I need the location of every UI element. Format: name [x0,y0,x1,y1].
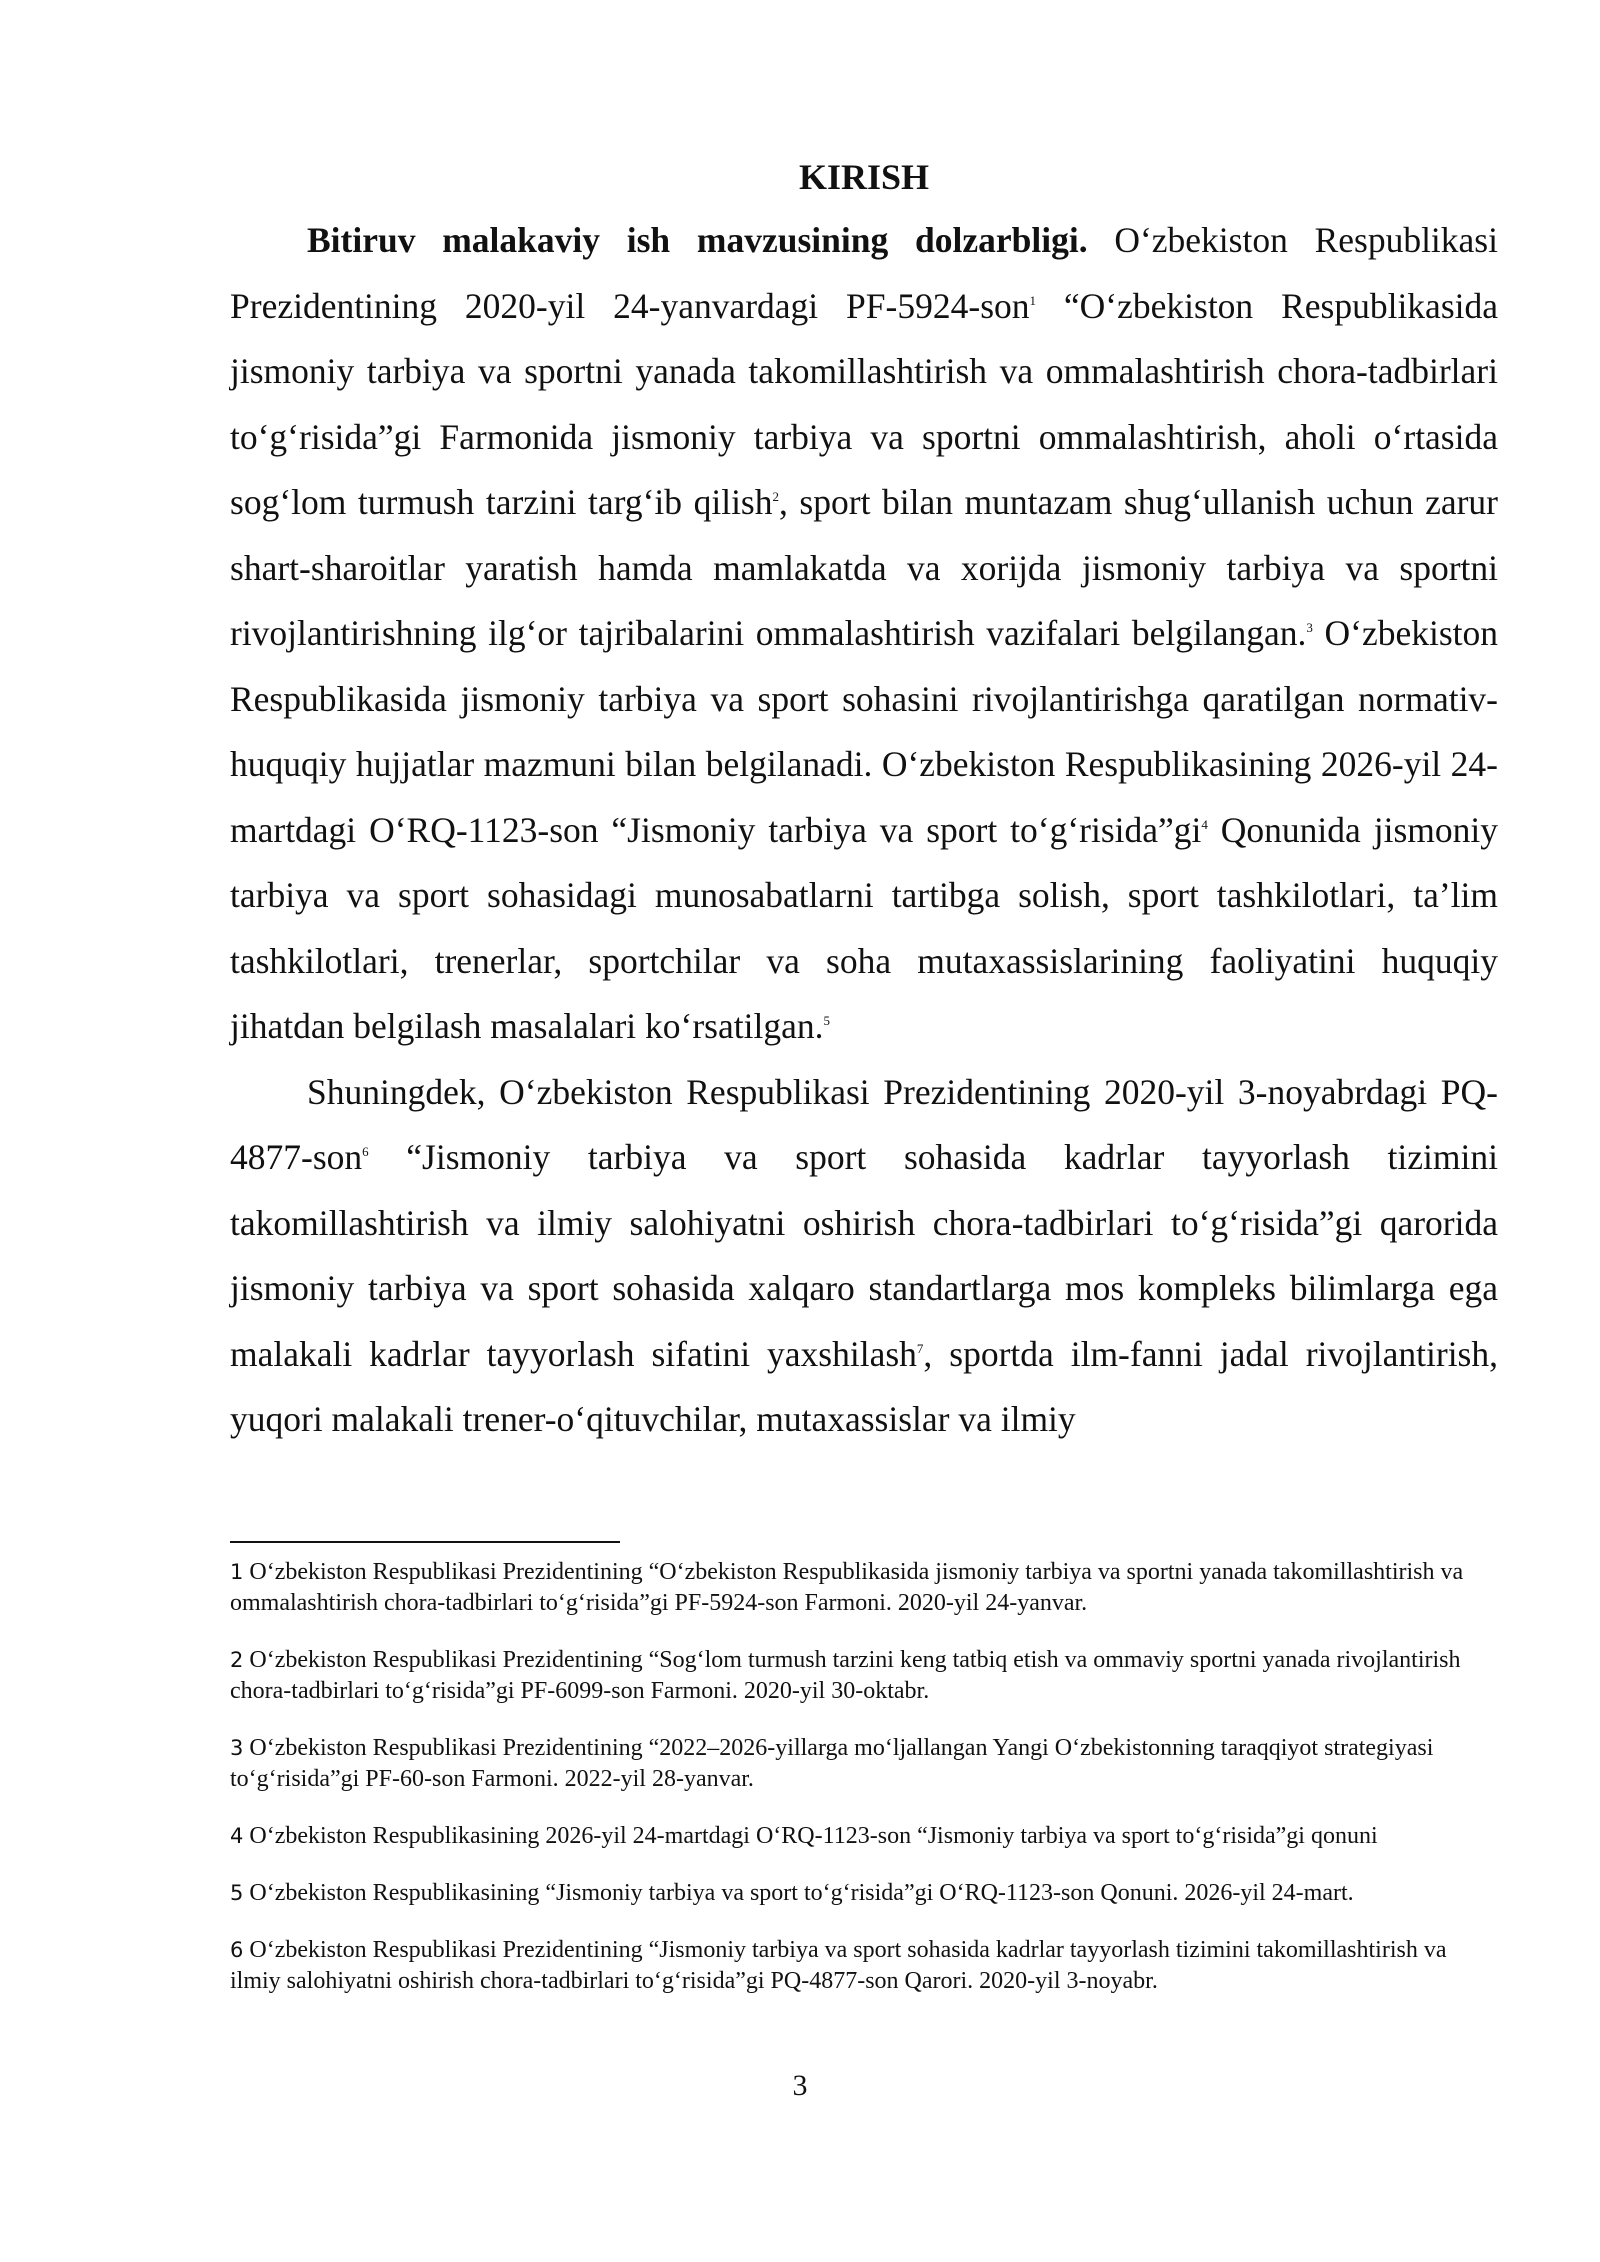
page-number: 3 [792,2069,808,2102]
footnote-item [230,1878,1498,1909]
footnote-ref[interactable]: 6 [362,1144,369,1160]
paragraph-lead: Bitiruv malakaviy ish mavzusining dolzarbligi. [307,220,1088,260]
footnote-ref[interactable]: 2 [772,489,779,505]
footnote-text: O‘zbekiston Respublikasi Prezidentining “Jismoniy tarbiya va sport sohasida kadrlar tayyorlash tizimini takomillashtirish va ilmiy salohiyatni oshirish chora-tadbirlari to‘g‘risida”gi PQ-4877-son Qarori. 2020-yil 3-noyabr. [230,1937,1447,1994]
paragraph-decree [230,1060,1498,1453]
footnote-ref[interactable]: 7 [916,1340,924,1356]
footnote-number: 2 [230,1648,244,1672]
footnote-ref[interactable]: 4 [1201,816,1208,832]
footnote-item [230,1733,1498,1795]
footnote-ref[interactable]: 1 [1029,292,1037,308]
section-heading: KIRISH [798,157,930,197]
footnote-item [230,1557,1498,1619]
paragraph-text: Qonunida jismoniy tarbiya va sport sohasidagi munosabatlarni tartibga solish, sport tashkilotlari, ta’lim tashkilotlari, trenerlar, sportchilar va soha mutaxassislarining faoliyatini huquqiy jihatdan belgilash masalalari ko‘rsatilgan. [230,809,1498,1046]
footnotes-section [230,1557,1498,2023]
paragraph-relevance [230,208,1498,1060]
paragraph-text: O‘zbekiston Respublikasi Prezidentining 2020-yil 24-yanvardagi PF-5924-son [230,220,1498,326]
footnote-ref[interactable]: 3 [1306,620,1313,636]
footnote-item [230,1935,1498,1997]
footnote-ref[interactable]: 5 [823,1013,830,1029]
footnote-item [230,1821,1498,1852]
footnote-number: 3 [230,1736,244,1760]
footnote-item [230,1645,1498,1707]
footnote-text: O‘zbekiston Respublikasi Prezidentining “Sog‘lom turmush tarzini keng tatbiq etish va ommaviy sportni yanada rivojlantirish chora-tadbirlari to‘g‘risida”gi PF-6099-son Farmoni. 2020-yil 30-oktabr. [230,1647,1461,1704]
footnote-number: 4 [230,1824,244,1848]
paragraph-text: , sport bilan muntazam shug‘ullanish uchun zarur shart-sharoitlar yaratish hamda mamlakatda va xorijda jismoniy tarbiya va sportni rivojlantirishning ilg‘or tajribalarini ommalashtirish vazifalari belgilangan. [230,482,1498,653]
footnote-number: 6 [230,1938,244,1962]
paragraph-text: O‘zbekiston Respublikasida jismoniy tarbiya va sport sohasini rivojlantirishga qaratilgan normativ-huquqiy hujjatlar mazmuni bilan belgilanadi. O‘zbekiston Respublikasining 2026-yil 24-martdagi O‘RQ-1123-son “Jismoniy tarbiya va sport to‘g‘risida”gi [230,613,1498,850]
footnote-text: O‘zbekiston Respublikasining 2026-yil 24-martdagi O‘RQ-1123-son “Jismoniy tarbiya va sport to‘g‘risida”gi qonuni [243,1823,1378,1849]
paragraph-text: “Jismoniy tarbiya va sport sohasida kadrlar tayyorlash tizimini takomillashtirish va ilmiy salohiyatni oshirish chora-tadbirlari to‘g‘risida”gi qarorida jismoniy tarbiya va sport sohasida xalqaro standartlarga mos kompleks bilimlarga ega malakali kadrlar tayyorlash sifatini yaxshilash [230,1137,1498,1374]
footnote-text: O‘zbekiston Respublikasi Prezidentining “O‘zbekiston Respublikasida jismoniy tarbiya va sportni yanada takomillashtirish va ommalashtirish chora-tadbirlari to‘g‘risida”gi PF-5924-son Farmoni. 2020-yil 24-yanvar. [230,1559,1464,1616]
footnote-number: 5 [230,1881,244,1905]
footnote-separator [230,1541,620,1543]
footnote-text: O‘zbekiston Respublikasining “Jismoniy tarbiya va sport to‘g‘risida”gi O‘RQ-1123-son Qonuni. 2026-yil 24-mart. [243,1880,1354,1906]
footnote-text: O‘zbekiston Respublikasi Prezidentining “2022–2026-yillarga mo‘ljallangan Yangi O‘zbekistonning taraqqiyot strategiyasi to‘g‘risida”gi PF-60-son Farmoni. 2022-yil 28-yanvar. [230,1735,1434,1792]
footnote-number: 1 [230,1560,244,1584]
page-body [230,150,1498,1453]
paragraph-text: , sportda ilm-fanni jadal rivojlantirish, yuqori malakali trener-o‘qituvchilar, mutaxassislar va ilmiy [230,1333,1498,1439]
paragraph-text: Shuningdek, O‘zbekiston Respublikasi Prezidentining 2020-yil 3-noyabrdagi PQ-4877-son [230,1071,1498,1177]
paragraph-text: “O‘zbekiston Respublikasida jismoniy tarbiya va sportni yanada takomillashtirish va ommalashtirish chora-tadbirlari to‘g‘risida”gi Farmonida jismoniy tarbiya va sportni ommalashtirish, aholi o‘rtasida sog‘lom turmush tarzini targ‘ib qilish [230,285,1499,522]
